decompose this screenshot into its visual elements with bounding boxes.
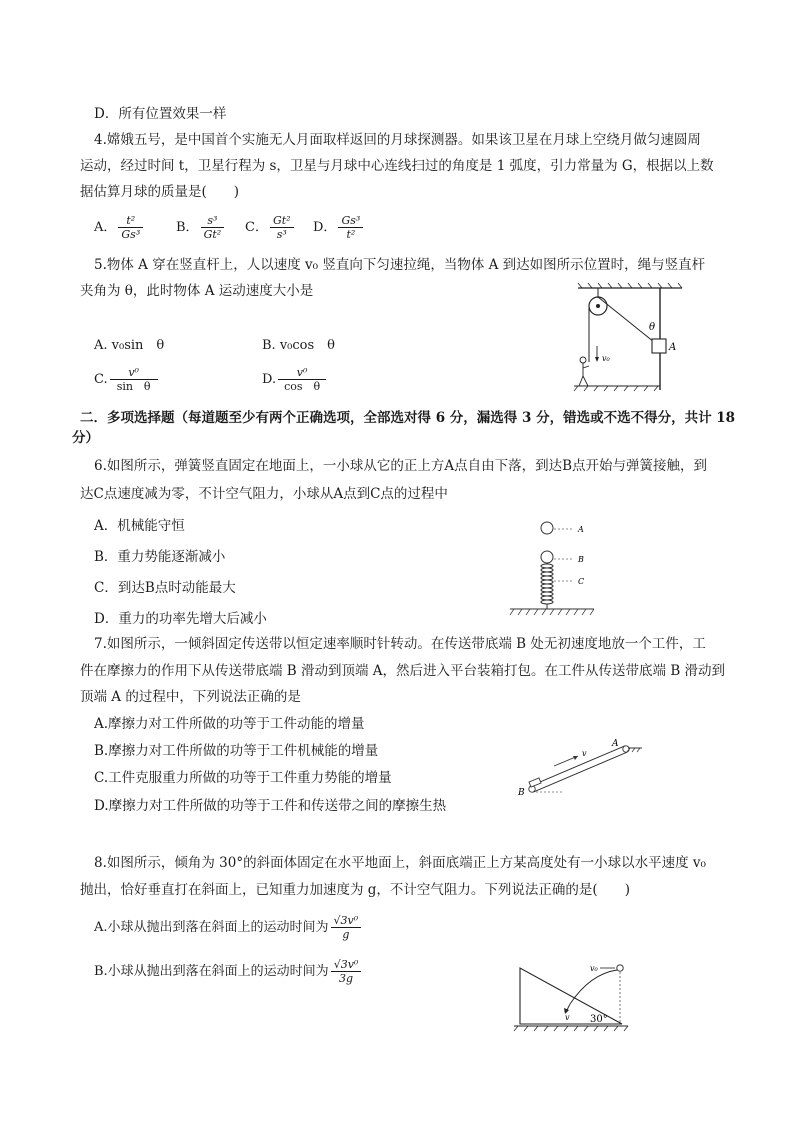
q5-option-c: C. $\frac{\text{v⁰}}{\text{sin θ}}$ (94, 366, 160, 393)
q7-conveyor-figure (514, 738, 644, 798)
belt-bottom (533, 752, 627, 792)
section2-heading-line2: 分） (72, 430, 99, 446)
section2-heading-line1: 二．多项选择题（每道题至少有两个正确选项，全部选对得 6 分，漏选得 3 分，错选或不选不得分，共计 18 (80, 410, 736, 426)
q6-option-a: A．机械能守恒 (94, 518, 185, 534)
ball-at-b (541, 551, 553, 563)
label-b: B (578, 555, 584, 564)
q6-spring-figure (508, 516, 600, 618)
label-v: v (582, 749, 587, 758)
workpiece (529, 778, 541, 787)
q4-option-d: D． $\frac{\text{Gs³}}{\text{t²}}$ (313, 214, 365, 241)
q6-stem-line1: 6.如图所示，弹簧竖直固定在地面上，一小球从它的正上方A点自由下落，到达B点开始与弹簧接触，到 (94, 458, 708, 474)
q5-stem-line1: 5.物体 A 穿在竖直杆上，人以速度 v₀ 竖直向下匀速拉绳，当物体 A 到达如图所示位置时，绳与竖直杆 (94, 257, 706, 273)
q7-stem-line2: 件在摩擦力的作用下从传送带底端 B 滑动到顶端 A，然后进入平台装箱打包。在工件从传送带底端 B 滑动到 (80, 663, 726, 679)
q7-option-d: D.摩擦力对工件所做的功等于工件和传送带之间的摩擦生热 (94, 798, 447, 814)
q7-option-c: C.工件克服重力所做的功等于工件重力势能的增量 (94, 770, 392, 786)
label-theta: θ (649, 322, 656, 333)
label-a: A (578, 525, 584, 534)
label-v0: v₀ (602, 354, 610, 363)
q5-stem-line2: 夹角为 θ，此时物体 A 运动速度大小是 (80, 283, 314, 299)
q8-stem-line2: 抛出，恰好垂直打在斜面上，已知重力加速度为 g，不计空气阻力。下列说法正确的是( ) (80, 882, 630, 898)
q8-stem-line1: 8.如图所示，倾角为 30°的斜面体固定在水平地面上，斜面底端正上方某高度处有一小球以水平速度 v₀ (94, 855, 706, 871)
q8-incline-figure (510, 958, 640, 1032)
q5-option-b: B. v₀cos θ (262, 338, 335, 353)
label-a: A (612, 739, 619, 749)
belt-top (531, 746, 625, 786)
q6-option-b: B．重力势能逐渐减小 (94, 549, 226, 565)
label-b: B (518, 788, 525, 798)
q4-option-c: C． $\frac{\text{Gt²}}{\text{s³}}$ (245, 214, 296, 241)
label-v: v (565, 1013, 570, 1022)
label-a: A (669, 342, 677, 353)
q8-option-b: B.小球从抛出到落在斜面上的运动时间为 $\frac{\text{√3v⁰}}{3g}$ (94, 958, 363, 985)
ball (617, 965, 623, 971)
q6-option-d: D．重力的功率先增大后减小 (94, 611, 267, 627)
q7-option-a: A.摩擦力对工件所做的功等于工件动能的增量 (94, 716, 365, 732)
q3-option-d: D．所有位置效果一样 (94, 106, 227, 122)
label-c: C (578, 577, 585, 586)
person-icon (580, 357, 586, 363)
q8-option-a: A.小球从抛出到落在斜面上的运动时间为 $\frac{\text{√3v⁰}}{g}$ (94, 914, 363, 941)
q4-option-b: B． $\frac{\text{s³}}{\text{Gt²}}$ (176, 214, 226, 241)
spring (541, 564, 553, 604)
q6-stem-line2: 达C点速度减为零，不计空气阻力，小球从A点到C点的过程中 (80, 486, 448, 502)
q4-stem-line3: 据估算月球的质量是( ) (80, 184, 240, 200)
block-a (652, 339, 666, 353)
q5-pulley-figure (570, 282, 690, 394)
q7-option-b: B.摩擦力对工件所做的功等于工件机械能的增量 (94, 743, 379, 759)
q5-option-d: D. $\frac{\text{v⁰}}{\text{cos θ}}$ (262, 366, 328, 393)
q4-stem-line1: 4.嫦娥五号，是中国首个实施无人月面取样返回的月球探测器。如果该卫星在月球上空绕月做匀速圆周 (94, 132, 701, 148)
q7-stem-line3: 顶端 A 的过程中，下列说法正确的是 (80, 689, 301, 705)
label-angle: 30° (590, 1014, 608, 1025)
q4-option-a: A． $\frac{\text{t²}}{\text{Gs³}}$ (94, 214, 145, 241)
q4-stem-line2: 运动，经过时间 t，卫星行程为 s，卫星与月球中心连线扫过的角度是 1 弧度，引力常量为 G，根据以上数 (80, 158, 714, 174)
q5-option-a: A. v₀sin θ (94, 338, 165, 353)
q6-option-c: C．到达B点时动能最大 (94, 580, 236, 596)
ball-at-a (541, 522, 553, 534)
label-v0: v₀ (590, 964, 598, 973)
q7-stem-line1: 7.如图所示，一倾斜固定传送带以恒定速率顺时针转动。在传送带底端 B 处无初速度地放一个工件，工 (94, 636, 706, 652)
